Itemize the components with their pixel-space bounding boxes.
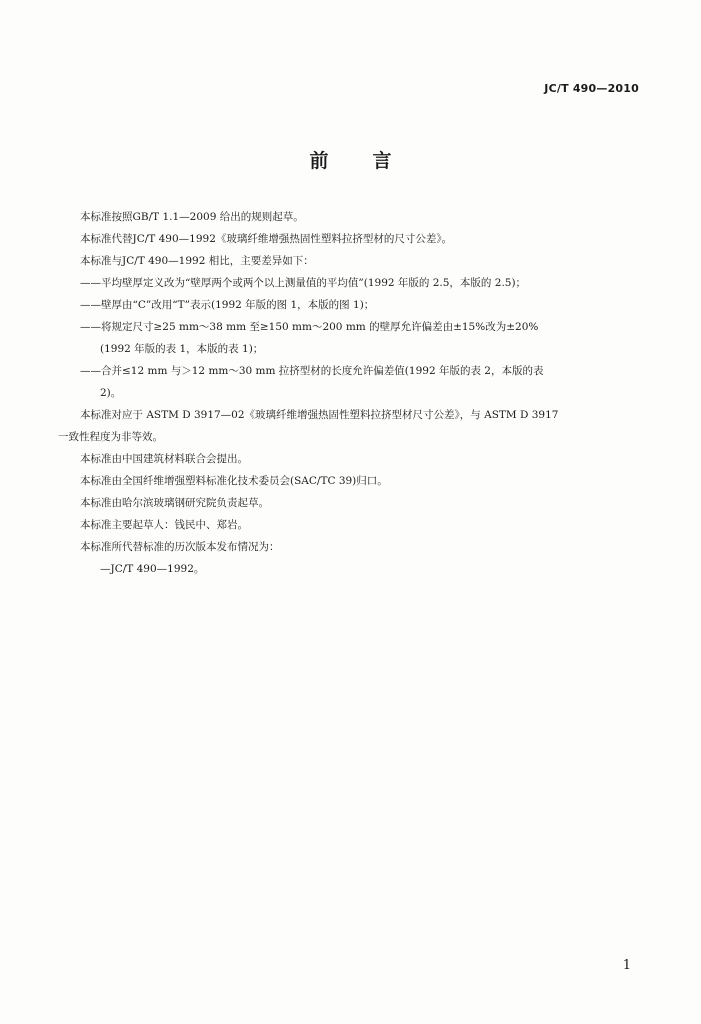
page-number: 1 <box>622 958 631 973</box>
paragraph: 本标准与JC/T 490—1992 相比，主要差异如下： <box>80 255 314 267</box>
list-item: ——平均壁厚定义改为“壁厚两个或两个以上测量值的平均值”(1992 年版的 2.5，本版的 2.5)； <box>80 277 527 289</box>
paragraph-continuation: 一致性程度为非等效。 <box>58 431 163 443</box>
list-item: ——合并≤12 mm 与＞12 mm～30 mm 拉挤型材的长度允许偏差值(1992 年版的表 2，本版的表 <box>80 365 544 377</box>
paragraph: 本标准按照GB/T 1.1—2009 给出的规则起草。 <box>80 211 304 223</box>
paragraph: 本标准主要起草人：钱民中、郑岩。 <box>80 519 248 531</box>
paragraph: 本标准由中国建筑材料联合会提出。 <box>80 453 248 465</box>
standard-code: JC/T 490—2010 <box>544 82 639 95</box>
paragraph: 本标准由全国纤维增强塑料标准化技术委员会(SAC/TC 39)归口。 <box>80 475 388 487</box>
page-title: 前言 <box>309 150 436 172</box>
list-item-continuation: 2)。 <box>100 387 122 399</box>
list-item-continuation: (1992 年版的表 1，本版的表 1)； <box>100 343 264 355</box>
list-item: ——将规定尺寸≥25 mm～38 mm 至≥150 mm～200 mm 的壁厚允许偏差由±15%改为±20% <box>80 321 539 333</box>
paragraph: 本标准代替JC/T 490—1992《玻璃纤维增强热固性塑料拉挤型材的尺寸公差》。 <box>80 233 453 245</box>
paragraph: 本标准对应于 ASTM D 3917—02《玻璃纤维增强热固性塑料拉挤型材尺寸公差》，与 ASTM D 3917 <box>80 409 559 421</box>
list-item: ——壁厚由“C”改用“T”表示(1992 年版的图 1，本版的图 1)； <box>80 299 375 311</box>
list-item: —JC/T 490—1992。 <box>100 563 205 575</box>
foreword-body <box>58 206 648 580</box>
paragraph: 本标准所代替标准的历次版本发布情况为： <box>80 541 280 553</box>
paragraph: 本标准由哈尔滨玻璃钢研究院负责起草。 <box>80 497 269 509</box>
